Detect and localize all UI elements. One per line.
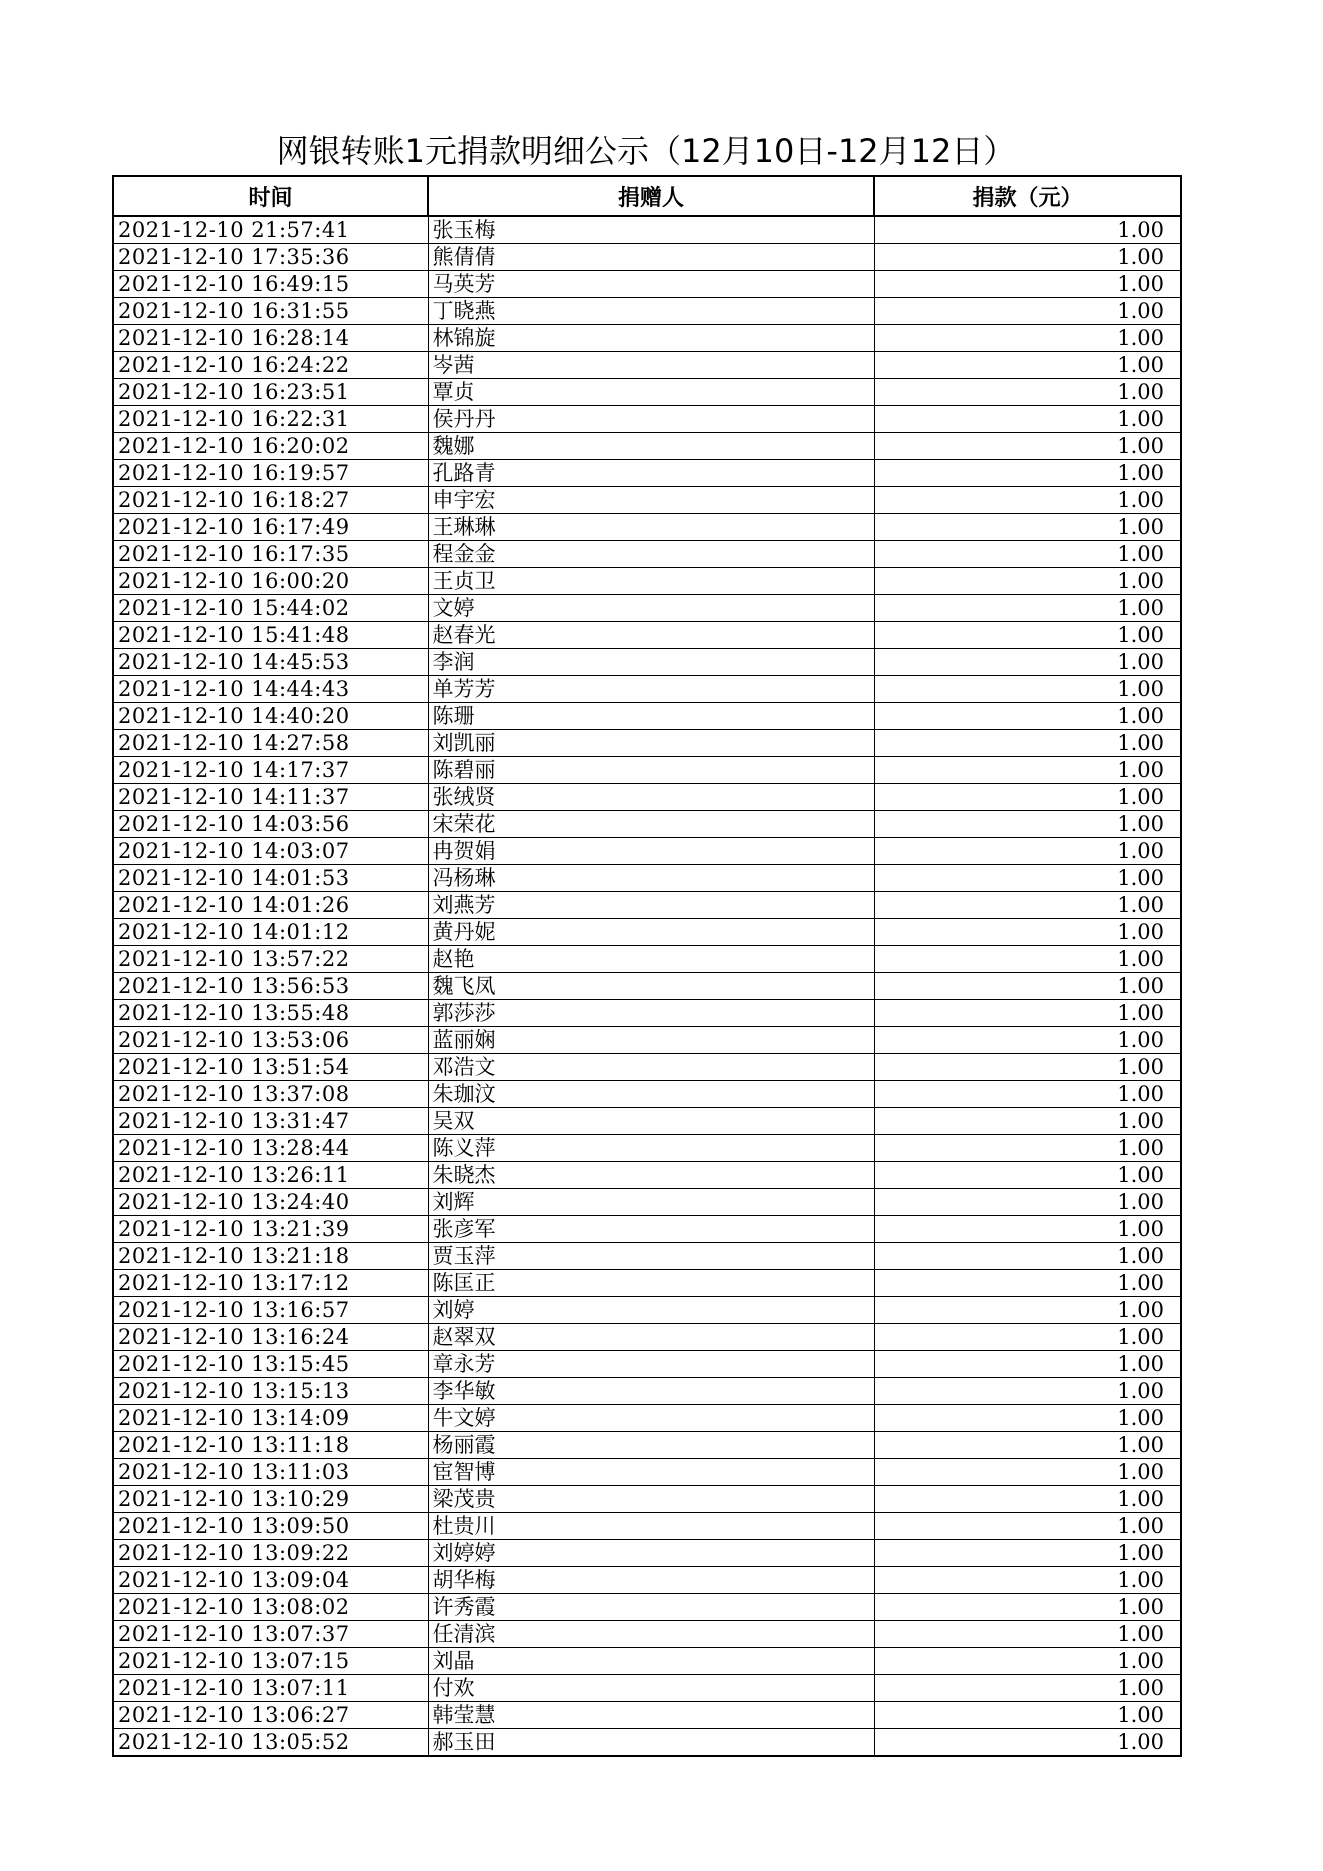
amount-cell: 1.00 [874,784,1181,811]
table-row [113,595,1181,622]
amount-cell: 1.00 [874,1135,1181,1162]
time-cell: 2021-12-10 14:01:53 [113,865,428,892]
time-cell: 2021-12-10 13:17:12 [113,1270,428,1297]
time-cell: 2021-12-10 14:40:20 [113,703,428,730]
table-row [113,1405,1181,1432]
time-cell: 2021-12-10 13:16:24 [113,1324,428,1351]
table-row [113,838,1181,865]
donor-cell: 杨丽霞 [428,1432,874,1459]
donor-cell: 熊倩倩 [428,244,874,271]
amount-cell: 1.00 [874,1540,1181,1567]
amount-cell: 1.00 [874,1000,1181,1027]
table-row [113,460,1181,487]
time-cell: 2021-12-10 13:37:08 [113,1081,428,1108]
time-cell: 2021-12-10 14:03:07 [113,838,428,865]
donor-cell: 赵艳 [428,946,874,973]
amount-cell: 1.00 [874,325,1181,352]
time-cell: 2021-12-10 14:45:53 [113,649,428,676]
table-row [113,1324,1181,1351]
donor-cell: 黄丹妮 [428,919,874,946]
donor-cell: 刘婷 [428,1297,874,1324]
time-cell: 2021-12-10 14:44:43 [113,676,428,703]
amount-cell: 1.00 [874,892,1181,919]
time-cell: 2021-12-10 16:19:57 [113,460,428,487]
amount-cell: 1.00 [874,406,1181,433]
amount-cell: 1.00 [874,1702,1181,1729]
table-row [113,811,1181,838]
amount-cell: 1.00 [874,1675,1181,1702]
donor-cell: 邓浩文 [428,1054,874,1081]
table-row [113,1675,1181,1702]
table-row [113,649,1181,676]
time-cell: 2021-12-10 13:56:53 [113,973,428,1000]
table-row [113,1729,1181,1757]
time-cell: 2021-12-10 15:41:48 [113,622,428,649]
amount-cell: 1.00 [874,298,1181,325]
time-cell: 2021-12-10 13:09:22 [113,1540,428,1567]
time-cell: 2021-12-10 13:15:45 [113,1351,428,1378]
amount-cell: 1.00 [874,1243,1181,1270]
donor-cell: 刘凯丽 [428,730,874,757]
donor-cell: 宦智博 [428,1459,874,1486]
amount-cell: 1.00 [874,703,1181,730]
donor-cell: 丁晓燕 [428,298,874,325]
table-row [113,1216,1181,1243]
time-cell: 2021-12-10 13:26:11 [113,1162,428,1189]
amount-cell: 1.00 [874,1216,1181,1243]
amount-cell: 1.00 [874,1567,1181,1594]
time-cell: 2021-12-10 13:53:06 [113,1027,428,1054]
time-cell: 2021-12-10 13:21:18 [113,1243,428,1270]
time-cell: 2021-12-10 16:00:20 [113,568,428,595]
amount-cell: 1.00 [874,865,1181,892]
amount-cell: 1.00 [874,1027,1181,1054]
amount-cell: 1.00 [874,514,1181,541]
amount-cell: 1.00 [874,1054,1181,1081]
donor-cell: 许秀霞 [428,1594,874,1621]
amount-cell: 1.00 [874,973,1181,1000]
amount-cell: 1.00 [874,1351,1181,1378]
donor-cell: 王琳琳 [428,514,874,541]
donor-cell: 牛文婷 [428,1405,874,1432]
time-cell: 2021-12-10 13:07:15 [113,1648,428,1675]
table-row [113,1540,1181,1567]
amount-cell: 1.00 [874,244,1181,271]
table-row [113,1108,1181,1135]
amount-cell: 1.00 [874,352,1181,379]
amount-cell: 1.00 [874,1405,1181,1432]
table-row [113,1297,1181,1324]
table-row [113,676,1181,703]
time-cell: 2021-12-10 16:49:15 [113,271,428,298]
table-row [113,216,1181,244]
table-row [113,1270,1181,1297]
table-row [113,1648,1181,1675]
time-cell: 2021-12-10 13:07:37 [113,1621,428,1648]
amount-cell: 1.00 [874,487,1181,514]
donor-cell: 陈珊 [428,703,874,730]
time-cell: 2021-12-10 17:35:36 [113,244,428,271]
donor-cell: 陈义萍 [428,1135,874,1162]
time-cell: 2021-12-10 13:08:02 [113,1594,428,1621]
table-row [113,1243,1181,1270]
table-row [113,946,1181,973]
time-cell: 2021-12-10 14:11:37 [113,784,428,811]
table-row [113,325,1181,352]
amount-cell: 1.00 [874,919,1181,946]
table-row [113,1189,1181,1216]
donor-cell: 赵翠双 [428,1324,874,1351]
table-row [113,973,1181,1000]
donor-cell: 张彦军 [428,1216,874,1243]
table-row [113,433,1181,460]
donor-cell: 李润 [428,649,874,676]
time-cell: 2021-12-10 13:09:04 [113,1567,428,1594]
donor-cell: 郝玉田 [428,1729,874,1757]
donor-cell: 宋荣花 [428,811,874,838]
amount-cell: 1.00 [874,460,1181,487]
header-amount: 捐款（元） [874,176,1181,216]
amount-cell: 1.00 [874,379,1181,406]
time-cell: 2021-12-10 13:28:44 [113,1135,428,1162]
donor-cell: 冯杨琳 [428,865,874,892]
donor-cell: 章永芳 [428,1351,874,1378]
amount-cell: 1.00 [874,1270,1181,1297]
page-title: 网银转账1元捐款明细公示（12月10日-12月12日） [276,132,1016,170]
amount-cell: 1.00 [874,1648,1181,1675]
table-row [113,298,1181,325]
donor-cell: 刘晶 [428,1648,874,1675]
donor-cell: 贾玉萍 [428,1243,874,1270]
amount-cell: 1.00 [874,1513,1181,1540]
table-row [113,379,1181,406]
donor-cell: 朱珈汶 [428,1081,874,1108]
amount-cell: 1.00 [874,1108,1181,1135]
time-cell: 2021-12-10 16:17:35 [113,541,428,568]
time-cell: 2021-12-10 13:10:29 [113,1486,428,1513]
donor-cell: 侯丹丹 [428,406,874,433]
time-cell: 2021-12-10 14:01:26 [113,892,428,919]
table-row [113,1054,1181,1081]
time-cell: 2021-12-10 14:27:58 [113,730,428,757]
time-cell: 2021-12-10 13:15:13 [113,1378,428,1405]
donor-cell: 单芳芳 [428,676,874,703]
donor-cell: 杜贵川 [428,1513,874,1540]
donor-cell: 覃贞 [428,379,874,406]
table-row [113,1351,1181,1378]
donor-cell: 朱晓杰 [428,1162,874,1189]
time-cell: 2021-12-10 16:22:31 [113,406,428,433]
amount-cell: 1.00 [874,1162,1181,1189]
header-donor: 捐赠人 [428,176,874,216]
donation-table [112,175,1182,1757]
table-row [113,892,1181,919]
table-row [113,1621,1181,1648]
amount-cell: 1.00 [874,1459,1181,1486]
amount-cell: 1.00 [874,568,1181,595]
time-cell: 2021-12-10 21:57:41 [113,216,428,244]
donor-cell: 冉贺娟 [428,838,874,865]
donor-cell: 马英芳 [428,271,874,298]
donor-cell: 文婷 [428,595,874,622]
amount-cell: 1.00 [874,757,1181,784]
table-row [113,271,1181,298]
donor-cell: 魏飞凤 [428,973,874,1000]
amount-cell: 1.00 [874,1297,1181,1324]
donor-cell: 胡华梅 [428,1567,874,1594]
donor-cell: 赵春光 [428,622,874,649]
table-row [113,1432,1181,1459]
time-cell: 2021-12-10 13:06:27 [113,1702,428,1729]
amount-cell: 1.00 [874,216,1181,244]
table-row [113,1459,1181,1486]
donor-cell: 梁茂贵 [428,1486,874,1513]
table-header [113,176,1181,216]
time-cell: 2021-12-10 16:17:49 [113,514,428,541]
table-row [113,622,1181,649]
amount-cell: 1.00 [874,1594,1181,1621]
donor-cell: 陈碧丽 [428,757,874,784]
time-cell: 2021-12-10 16:20:02 [113,433,428,460]
amount-cell: 1.00 [874,946,1181,973]
table-row [113,1486,1181,1513]
donor-cell: 魏娜 [428,433,874,460]
table-row [113,703,1181,730]
table-row [113,784,1181,811]
time-cell: 2021-12-10 16:24:22 [113,352,428,379]
amount-cell: 1.00 [874,649,1181,676]
table-body [113,216,1181,1756]
table-row [113,487,1181,514]
table-row [113,568,1181,595]
table-row [113,1162,1181,1189]
time-cell: 2021-12-10 13:24:40 [113,1189,428,1216]
time-cell: 2021-12-10 13:05:52 [113,1729,428,1757]
amount-cell: 1.00 [874,838,1181,865]
time-cell: 2021-12-10 16:31:55 [113,298,428,325]
time-cell: 2021-12-10 16:28:14 [113,325,428,352]
table-row [113,865,1181,892]
donor-cell: 刘辉 [428,1189,874,1216]
amount-cell: 1.00 [874,1432,1181,1459]
donor-cell: 孔路青 [428,460,874,487]
table-row [113,1594,1181,1621]
amount-cell: 1.00 [874,1486,1181,1513]
donor-cell: 申宇宏 [428,487,874,514]
donor-cell: 任清滨 [428,1621,874,1648]
time-cell: 2021-12-10 13:57:22 [113,946,428,973]
table-row [113,1567,1181,1594]
table-row [113,1513,1181,1540]
table-row [113,406,1181,433]
time-cell: 2021-12-10 13:11:03 [113,1459,428,1486]
amount-cell: 1.00 [874,433,1181,460]
table-row [113,514,1181,541]
donor-cell: 李华敏 [428,1378,874,1405]
donor-cell: 蓝丽娴 [428,1027,874,1054]
time-cell: 2021-12-10 13:16:57 [113,1297,428,1324]
amount-cell: 1.00 [874,1324,1181,1351]
time-cell: 2021-12-10 14:17:37 [113,757,428,784]
donor-cell: 付欢 [428,1675,874,1702]
donor-cell: 刘婷婷 [428,1540,874,1567]
amount-cell: 1.00 [874,1378,1181,1405]
amount-cell: 1.00 [874,541,1181,568]
donor-cell: 林锦旋 [428,325,874,352]
table-row [113,1027,1181,1054]
amount-cell: 1.00 [874,730,1181,757]
table-row [113,919,1181,946]
table-row [113,1081,1181,1108]
table-row [113,730,1181,757]
amount-cell: 1.00 [874,271,1181,298]
header-time: 时间 [113,176,428,216]
table-row [113,757,1181,784]
donor-cell: 程金金 [428,541,874,568]
amount-cell: 1.00 [874,595,1181,622]
time-cell: 2021-12-10 14:03:56 [113,811,428,838]
time-cell: 2021-12-10 16:23:51 [113,379,428,406]
donor-cell: 韩莹慧 [428,1702,874,1729]
table-row [113,1000,1181,1027]
donor-cell: 岑茜 [428,352,874,379]
donor-cell: 张玉梅 [428,216,874,244]
time-cell: 2021-12-10 13:14:09 [113,1405,428,1432]
table-row [113,1702,1181,1729]
amount-cell: 1.00 [874,811,1181,838]
donor-cell: 郭莎莎 [428,1000,874,1027]
time-cell: 2021-12-10 13:21:39 [113,1216,428,1243]
amount-cell: 1.00 [874,622,1181,649]
time-cell: 2021-12-10 15:44:02 [113,595,428,622]
time-cell: 2021-12-10 16:18:27 [113,487,428,514]
donor-cell: 陈匡正 [428,1270,874,1297]
header-row [113,176,1181,216]
amount-cell: 1.00 [874,1081,1181,1108]
donor-cell: 吴双 [428,1108,874,1135]
donor-cell: 张绒贤 [428,784,874,811]
donor-cell: 刘燕芳 [428,892,874,919]
time-cell: 2021-12-10 14:01:12 [113,919,428,946]
time-cell: 2021-12-10 13:09:50 [113,1513,428,1540]
time-cell: 2021-12-10 13:55:48 [113,1000,428,1027]
time-cell: 2021-12-10 13:07:11 [113,1675,428,1702]
amount-cell: 1.00 [874,676,1181,703]
table-row [113,1135,1181,1162]
table-row [113,541,1181,568]
amount-cell: 1.00 [874,1729,1181,1757]
time-cell: 2021-12-10 13:11:18 [113,1432,428,1459]
time-cell: 2021-12-10 13:31:47 [113,1108,428,1135]
amount-cell: 1.00 [874,1189,1181,1216]
table-row [113,352,1181,379]
table-row [113,244,1181,271]
time-cell: 2021-12-10 13:51:54 [113,1054,428,1081]
donor-cell: 王贞卫 [428,568,874,595]
amount-cell: 1.00 [874,1621,1181,1648]
table-row [113,1378,1181,1405]
